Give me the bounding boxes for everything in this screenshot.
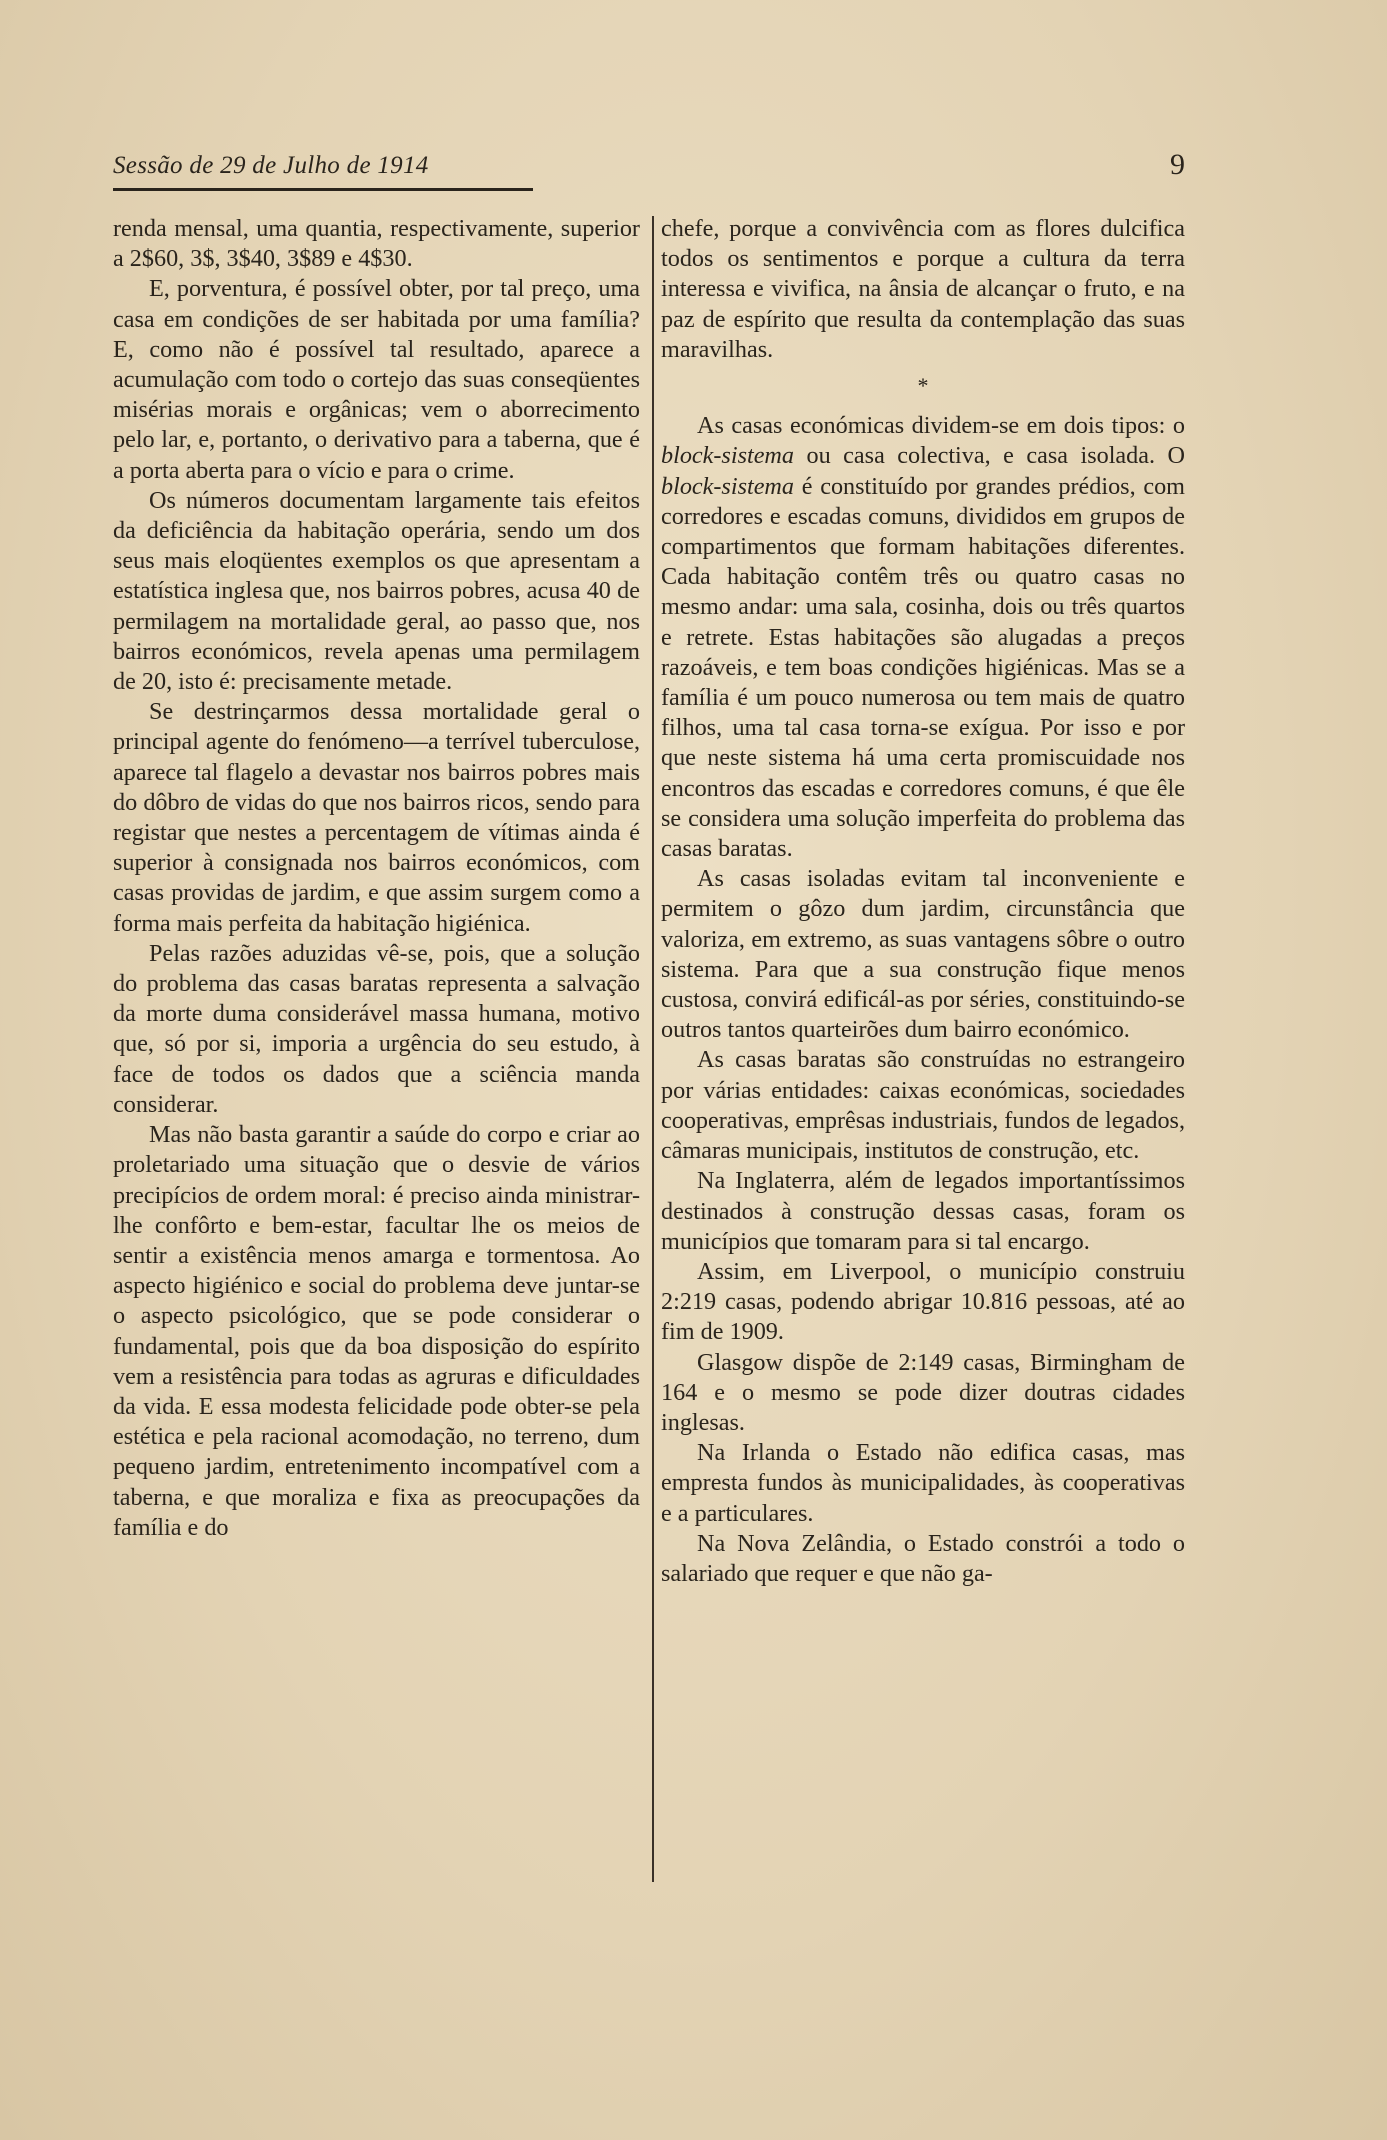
paragraph: Na Nova Zelândia, o Estado constrói a todo o salariado que requer e que não ga- [661, 1529, 1185, 1587]
header-rule [113, 188, 533, 191]
paragraph: Mas não basta garantir a saúde do corpo e criar ao proletariado uma situação que o desvie de vários precipícios de ordem moral: é preciso ainda ministrar-lhe confôrto e bem-estar, facultar lhe os meios de sentir a existência menos amarga e tormentosa. Ao aspecto higiénico e social do problema deve juntar-se o aspecto psicológico, que se pode considerar o fundamental, pois que da boa disposição do espírito vem a resistência para todas as agruras e dificuldades da vida. E essa modesta felicidade pode obter-se pela estética e pela racional acomodação, no terreno, dum pequeno jardim, entretenimento incompatível com a taberna, e que moraliza e fixa as preocupações da família e do [113, 1121, 640, 1541]
paragraph: Na Irlanda o Estado não edifica casas, mas empresta fundos às municipalidades, às cooperativas e a particulares. [661, 1439, 1185, 1527]
paragraph: Assim, em Liverpool, o município construiu 2:219 casas, podendo abrigar 10.816 pessoas, até ao fim de 1909. [661, 1257, 1185, 1346]
paragraph-intro [661, 411, 1185, 864]
left-column [113, 214, 640, 1543]
term-italic: block-sistema [661, 472, 794, 500]
paragraph: As casas baratas são construídas no estrangeiro por várias entidades: caixas económicas, sociedades cooperativas, emprêsas industriais, fundos de legados, câmaras municipais, institutos de construção, etc. [661, 1046, 1185, 1165]
paragraph: Se destrinçarmos dessa mortalidade geral o principal agente do fenómeno—a terrível tuberculose, aparece tal flagelo a devastar nos bairros pobres mais do dôbro de vidas do que nos bairros ricos, sendo para registar que nestes a percentagem de vítimas ainda é superior à consignada nos bairros económicos, com casas providas de jardim, e que assim surgem como a forma mais perfeita da habitação higiénica. [113, 698, 640, 937]
session-title: Sessão de 29 de Julho de 1914 [113, 152, 429, 179]
paragraph: Glasgow dispõe de 2:149 casas, Birmingham de 164 e o mesmo se pode dizer doutras cidades inglesas. [661, 1348, 1185, 1436]
right-column [661, 214, 1185, 1589]
text-run: ou casa colectiva, e casa isolada. O [794, 442, 1185, 470]
paragraph: Os números documentam largamente tais efeitos da deficiência da habitação operária, sendo um dos seus mais eloqüentes exemplos os que apresentam a estatística inglesa que, nos bairros pobres, acusa 40 de permilagem na mortalidade geral, ao passo que, nos bairros económicos, revela apenas uma permilagem de 20, isto é: precisamente metade. [113, 486, 640, 696]
paragraph: renda mensal, uma quantia, respectivamente, superior a 2$60, 3$, 3$40, 3$89 e 4$30. [113, 215, 640, 273]
paragraph: Pelas razões aduzidas vê-se, pois, que a solução do problema das casas baratas representa a salvação da morte duma considerável massa humana, motivo que, só por si, imporia a urgência do seu estudo, à face de todos os dados que a sciência manda considerar. [113, 939, 640, 1118]
running-header [113, 148, 1185, 188]
paragraph: As casas isoladas evitam tal inconveniente e permitem o gôzo dum jardim, circunstância que valoriza, em extremo, as suas vantagens sôbre o outro sistema. Para que a sua construção fique menos custosa, convirá edificál-as por séries, constituindo-se outros tantos quarteirões dum bairro económico. [661, 865, 1185, 1044]
term-italic: block-sistema [661, 442, 794, 470]
paragraph: E, porventura, é possível obter, por tal preço, uma casa em condições de ser habitada por uma família? E, como não é possível tal resultado, aparece a acumulação com todo o cortejo das suas conseqüentes misérias morais e orgânicas; vem o aborrecimento pelo lar, e, portanto, o derivativo para a taberna, que é a porta aberta para o vício e para o crime. [113, 275, 640, 484]
section-separator: * [917, 373, 929, 399]
paragraph: chefe, porque a convivência com as flores dulcifica todos os sentimentos e porque a cultura da terra interessa e vivifica, na ânsia de alcançar o fruto, e na paz de espírito que resulta da contemplação das suas maravilhas. [661, 215, 1185, 363]
paragraph: Na Inglaterra, além de legados importantíssimos destinados à construção dessas casas, foram os municípios que tomaram para si tal encargo. [661, 1167, 1185, 1255]
column-divider [652, 216, 654, 1882]
text-run: é constituído por grandes prédios, com corredores e escadas comuns, divididos em grupos de compartimentos que formam habitações diferentes. Cada habitação contêm três ou quatro casas no mesmo andar: uma sala, cosinha, dois ou três quartos e retrete. Estas habitações são alugadas a preços razoáveis, e tem boas condições higiénicas. Mas se a família é um pouco numerosa ou tem mais de quatro filhos, uma tal casa torna-se exígua. Por isso e por que neste sistema há uma certa promiscuidade nos encontros das escadas e corredores comuns, é que êle se considera uma solução imperfeita do problema das casas baratas. [661, 472, 1185, 863]
text-run: As casas económicas dividem-se em dois tipos: o [697, 412, 1185, 440]
page-number: 9 [1170, 148, 1185, 181]
